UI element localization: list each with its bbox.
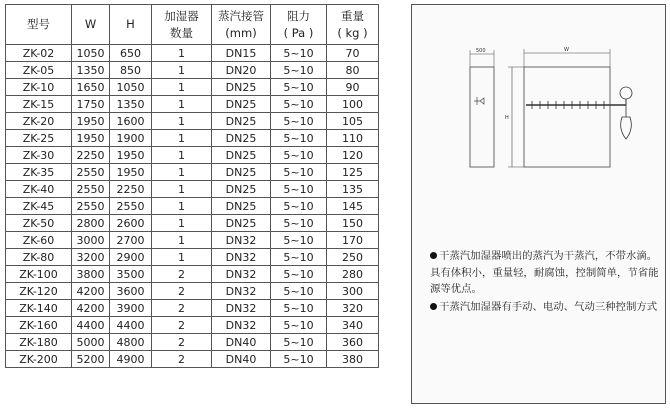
- table-cell: 1950: [110, 164, 152, 181]
- table-cell: 3900: [110, 300, 152, 317]
- table-cell: ZK-140: [6, 300, 72, 317]
- table-cell: 320: [327, 300, 379, 317]
- table-row: [6, 45, 379, 62]
- table-cell: DN25: [212, 79, 271, 96]
- table-cell: 5~10: [271, 232, 327, 249]
- table-cell: 5200: [72, 351, 110, 368]
- table-row: [6, 96, 379, 113]
- table-cell: 4200: [72, 283, 110, 300]
- table-cell: 1350: [110, 96, 152, 113]
- table-cell: ZK-05: [6, 62, 72, 79]
- table-row: [6, 266, 379, 283]
- table-cell: DN32: [212, 249, 271, 266]
- table-cell: 5~10: [271, 164, 327, 181]
- table-cell: DN32: [212, 300, 271, 317]
- table-cell: 2: [152, 300, 212, 317]
- table-cell: 4400: [72, 317, 110, 334]
- table-cell: 2250: [110, 181, 152, 198]
- table-cell: ZK-35: [6, 164, 72, 181]
- table-row: [6, 317, 379, 334]
- table-cell: 125: [327, 164, 379, 181]
- table-cell: 2550: [110, 198, 152, 215]
- table-cell: 5000: [72, 334, 110, 351]
- separator-icon: [621, 105, 632, 139]
- table-cell: 1: [152, 79, 212, 96]
- table-cell: ZK-100: [6, 266, 72, 283]
- header-width: W: [72, 5, 110, 45]
- table-cell: 250: [327, 249, 379, 266]
- table-cell: DN25: [212, 198, 271, 215]
- table-cell: 340: [327, 317, 379, 334]
- table-cell: 5~10: [271, 96, 327, 113]
- table-cell: 5~10: [271, 181, 327, 198]
- header-humidifier-count: 加湿器 数量: [152, 5, 212, 45]
- table-row: [6, 334, 379, 351]
- table-cell: 1: [152, 198, 212, 215]
- table-cell: 2800: [72, 215, 110, 232]
- table-cell: 1: [152, 113, 212, 130]
- table-cell: 1950: [72, 113, 110, 130]
- table-cell: 1: [152, 164, 212, 181]
- table-cell: 5~10: [271, 351, 327, 368]
- table-cell: DN15: [212, 45, 271, 62]
- table-cell: 1050: [110, 79, 152, 96]
- table-cell: 4900: [110, 351, 152, 368]
- table-cell: ZK-15: [6, 96, 72, 113]
- table-cell: 4800: [110, 334, 152, 351]
- bullet-icon: [430, 303, 437, 310]
- table-cell: 5~10: [271, 147, 327, 164]
- table-row: [6, 232, 379, 249]
- table-row: [6, 181, 379, 198]
- table-cell: 1950: [110, 147, 152, 164]
- table-row: [6, 164, 379, 181]
- table-cell: ZK-200: [6, 351, 72, 368]
- table-cell: DN25: [212, 181, 271, 198]
- table-cell: 5~10: [271, 215, 327, 232]
- table-cell: 1950: [72, 130, 110, 147]
- table-cell: 3200: [72, 249, 110, 266]
- header-resistance: 阻力 ( Pa ): [271, 5, 327, 45]
- table-header-row: [6, 5, 379, 45]
- note-2: 干蒸汽加湿器有手动、电动、气动三种控制方式: [430, 299, 662, 316]
- table-cell: 1: [152, 96, 212, 113]
- table-cell: ZK-160: [6, 317, 72, 334]
- table-cell: 170: [327, 232, 379, 249]
- table-cell: 380: [327, 351, 379, 368]
- table-cell: 2700: [110, 232, 152, 249]
- table-cell: 1650: [72, 79, 110, 96]
- header-model: 型号: [6, 5, 72, 45]
- table-cell: ZK-180: [6, 334, 72, 351]
- table-cell: 300: [327, 283, 379, 300]
- table-cell: 5~10: [271, 45, 327, 62]
- diagram-panel: [411, 4, 666, 404]
- table-cell: DN25: [212, 215, 271, 232]
- table-cell: 5~10: [271, 62, 327, 79]
- table-cell: 1350: [72, 62, 110, 79]
- table-cell: 2250: [72, 147, 110, 164]
- table-cell: DN25: [212, 130, 271, 147]
- table-cell: 1600: [110, 113, 152, 130]
- table-cell: 1750: [72, 96, 110, 113]
- table-cell: 105: [327, 113, 379, 130]
- table-row: [6, 249, 379, 266]
- table-cell: 4400: [110, 317, 152, 334]
- table-cell: 1: [152, 147, 212, 164]
- table-cell: 110: [327, 130, 379, 147]
- table-cell: DN25: [212, 147, 271, 164]
- table-cell: DN25: [212, 96, 271, 113]
- table-cell: ZK-02: [6, 45, 72, 62]
- table-cell: ZK-10: [6, 79, 72, 96]
- table-cell: ZK-30: [6, 147, 72, 164]
- table-cell: 5~10: [271, 300, 327, 317]
- table-cell: ZK-50: [6, 215, 72, 232]
- table-cell: 1: [152, 215, 212, 232]
- table-cell: 280: [327, 266, 379, 283]
- table-cell: ZK-25: [6, 130, 72, 147]
- table-cell: 2: [152, 266, 212, 283]
- side-nozzle-icon: [474, 97, 484, 105]
- depth-dimension-label: 500: [476, 48, 486, 54]
- table-cell: 5~10: [271, 283, 327, 300]
- table-cell: 135: [327, 181, 379, 198]
- table-row: [6, 283, 379, 300]
- table-row: [6, 351, 379, 368]
- width-dimension-label: W: [564, 47, 569, 53]
- table-cell: 3800: [72, 266, 110, 283]
- table-cell: 2550: [72, 198, 110, 215]
- table-row: [6, 147, 379, 164]
- table-cell: DN40: [212, 351, 271, 368]
- table-cell: 1050: [72, 45, 110, 62]
- table-cell: 1900: [110, 130, 152, 147]
- table-cell: 70: [327, 45, 379, 62]
- table-cell: 1: [152, 181, 212, 198]
- table-cell: 2600: [110, 215, 152, 232]
- table-cell: 2550: [72, 181, 110, 198]
- table-cell: ZK-45: [6, 198, 72, 215]
- table-cell: 80: [327, 62, 379, 79]
- table-cell: 100: [327, 96, 379, 113]
- table-cell: ZK-20: [6, 113, 72, 130]
- table-cell: 145: [327, 198, 379, 215]
- table-cell: 2550: [72, 164, 110, 181]
- table-cell: 650: [110, 45, 152, 62]
- height-dimension-label: H: [505, 115, 509, 121]
- table-cell: 1: [152, 249, 212, 266]
- table-cell: DN20: [212, 62, 271, 79]
- table-cell: 2: [152, 334, 212, 351]
- table-cell: 1: [152, 130, 212, 147]
- table-row: [6, 300, 379, 317]
- table-cell: 4200: [72, 300, 110, 317]
- table-cell: 2900: [110, 249, 152, 266]
- table-row: [6, 62, 379, 79]
- table-cell: DN40: [212, 334, 271, 351]
- spec-table: [5, 4, 379, 368]
- table-row: [6, 79, 379, 96]
- table-cell: 5~10: [271, 249, 327, 266]
- table-cell: 5~10: [271, 317, 327, 334]
- bullet-icon: [430, 252, 437, 259]
- front-view: [524, 67, 610, 167]
- note-1: 干蒸汽加湿器喷出的蒸汽为干蒸汽，不带水滴。具有体积小，重量轻，耐腐蚀，控制简单，节省能源等优点。: [430, 250, 659, 295]
- table-cell: 120: [327, 147, 379, 164]
- valve-icon: [620, 87, 632, 99]
- table-cell: 5~10: [271, 130, 327, 147]
- table-cell: 150: [327, 215, 379, 232]
- table-cell: ZK-120: [6, 283, 72, 300]
- table-cell: 90: [327, 79, 379, 96]
- table-cell: 5~10: [271, 334, 327, 351]
- table-cell: DN32: [212, 317, 271, 334]
- table-cell: ZK-40: [6, 181, 72, 198]
- table-cell: DN32: [212, 266, 271, 283]
- humidifier-drawing: [412, 5, 665, 403]
- header-weight: 重量 ( kg ): [327, 5, 379, 45]
- table-cell: 2: [152, 317, 212, 334]
- table-cell: DN32: [212, 232, 271, 249]
- table-row: [6, 113, 379, 130]
- table-row: [6, 215, 379, 232]
- table-cell: ZK-80: [6, 249, 72, 266]
- table-cell: DN32: [212, 283, 271, 300]
- table-row: [6, 198, 379, 215]
- table-cell: 3500: [110, 266, 152, 283]
- table-cell: 5~10: [271, 266, 327, 283]
- table-cell: 1: [152, 62, 212, 79]
- table-cell: 5~10: [271, 113, 327, 130]
- table-cell: ZK-60: [6, 232, 72, 249]
- table-cell: 1: [152, 45, 212, 62]
- table-cell: 3000: [72, 232, 110, 249]
- table-cell: DN25: [212, 113, 271, 130]
- header-steam-pipe: 蒸汽接管 (mm): [212, 5, 271, 45]
- table-cell: 2: [152, 283, 212, 300]
- table-cell: 2: [152, 351, 212, 368]
- table-cell: 360: [327, 334, 379, 351]
- side-view: [470, 67, 494, 167]
- table-cell: DN25: [212, 164, 271, 181]
- header-height: H: [110, 5, 152, 45]
- table-cell: 850: [110, 62, 152, 79]
- table-cell: 5~10: [271, 79, 327, 96]
- table-cell: 5~10: [271, 198, 327, 215]
- table-cell: 1: [152, 232, 212, 249]
- table-cell: 3600: [110, 283, 152, 300]
- table-row: [6, 130, 379, 147]
